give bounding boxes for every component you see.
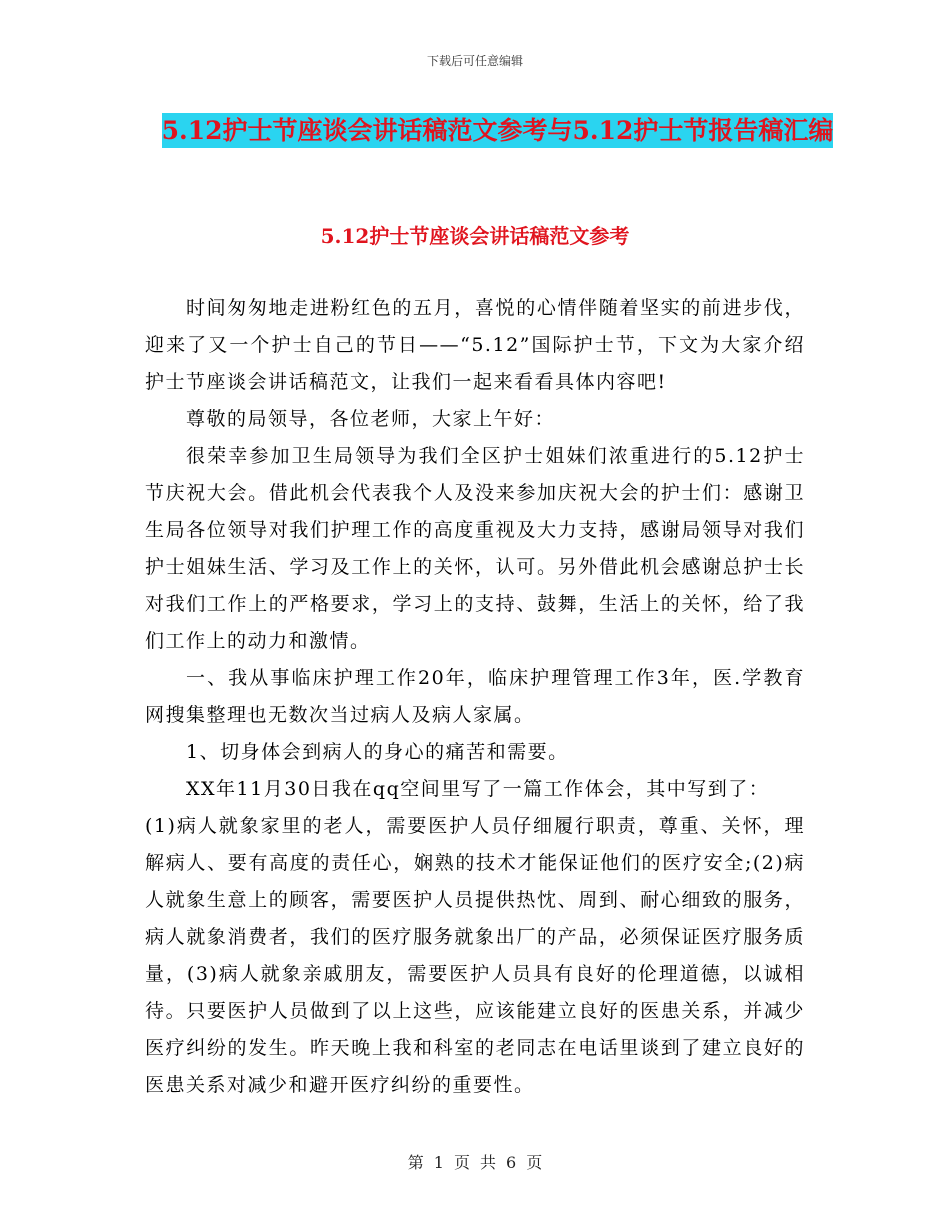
document-title xyxy=(140,108,855,154)
footer-current-page: 1 xyxy=(433,1153,444,1172)
footer-total-unit: 页 xyxy=(526,1153,543,1172)
section-title: 5.12护士节座谈会讲话稿范文参考 xyxy=(320,224,630,248)
footer-total-pages: 6 xyxy=(506,1153,517,1172)
paragraph-intro: 时间匆匆地走进粉红色的五月，喜悦的心情伴随着坚实的前进步伐，迎来了又一个护士自己的节日——“5.12”国际护士节，下文为大家介绍护士节座谈会讲话稿范文，让我们一起来看看具体内容吧! xyxy=(145,297,805,393)
footer-total-prefix: 共 xyxy=(480,1153,497,1172)
paragraph-point-one: 1、切身体会到病人的身心的痛苦和需要。 xyxy=(186,741,569,763)
document-title-text: 5.12护士节座谈会讲话稿范文参考与5.12护士节报告稿汇编 xyxy=(162,113,834,148)
footer-page-unit: 页 xyxy=(453,1153,470,1172)
paragraph-qq-note: XX年11月30日我在qq空间里写了一篇工作体会，其中写到了： xyxy=(186,778,770,800)
page-footer xyxy=(0,1153,950,1173)
paragraph-greeting: 尊敬的局领导，各位老师，大家上午好： xyxy=(186,408,556,430)
footer-prefix: 第 xyxy=(407,1153,424,1172)
document-body xyxy=(145,290,805,1104)
paragraph-patient-analogies: (1)病人就象家里的老人，需要医护人员仔细履行职责，尊重、关怀，理解病人、要有高度的责任心，娴熟的技术才能保证他们的医疗安全;(2)病人就象生意上的顾客，需要医护人员提供热忱、周到、耐心细致的服务，病人就象消费者，我们的医疗服务就象出厂的产品，必须保证医疗服务质量，(3)病人就象亲戚朋友，需要医护人员具有良好的伦理道德，以诚相待。只要医护人员做到了以上这些，应该能建立良好的医患关系，并减少医疗纠纷的发生。昨天晚上我和科室的老同志在电话里谈到了建立良好的医患关系对减少和避开医疗纠纷的重要性。 xyxy=(145,815,805,1096)
paragraph-section-one: 一、我从事临床护理工作20年，临床护理管理工作3年，医.学教育网搜集整理也无数次当过病人及病人家属。 xyxy=(145,667,805,726)
page-header-note: 下载后可任意编辑 xyxy=(426,54,523,68)
paragraph-thanks: 很荣幸参加卫生局领导为我们全区护士姐妹们浓重进行的5.12护士节庆祝大会。借此机会代表我个人及没来参加庆祝大会的护士们：感谢卫生局各位领导对我们护理工作的高度重视及大力支持，感谢局领导对我们护士姐妹生活、学习及工作上的关怀，认可。另外借此机会感谢总护士长对我们工作上的严格要求，学习上的支持、鼓舞，生活上的关怀，给了我们工作上的动力和激情。 xyxy=(145,445,805,652)
